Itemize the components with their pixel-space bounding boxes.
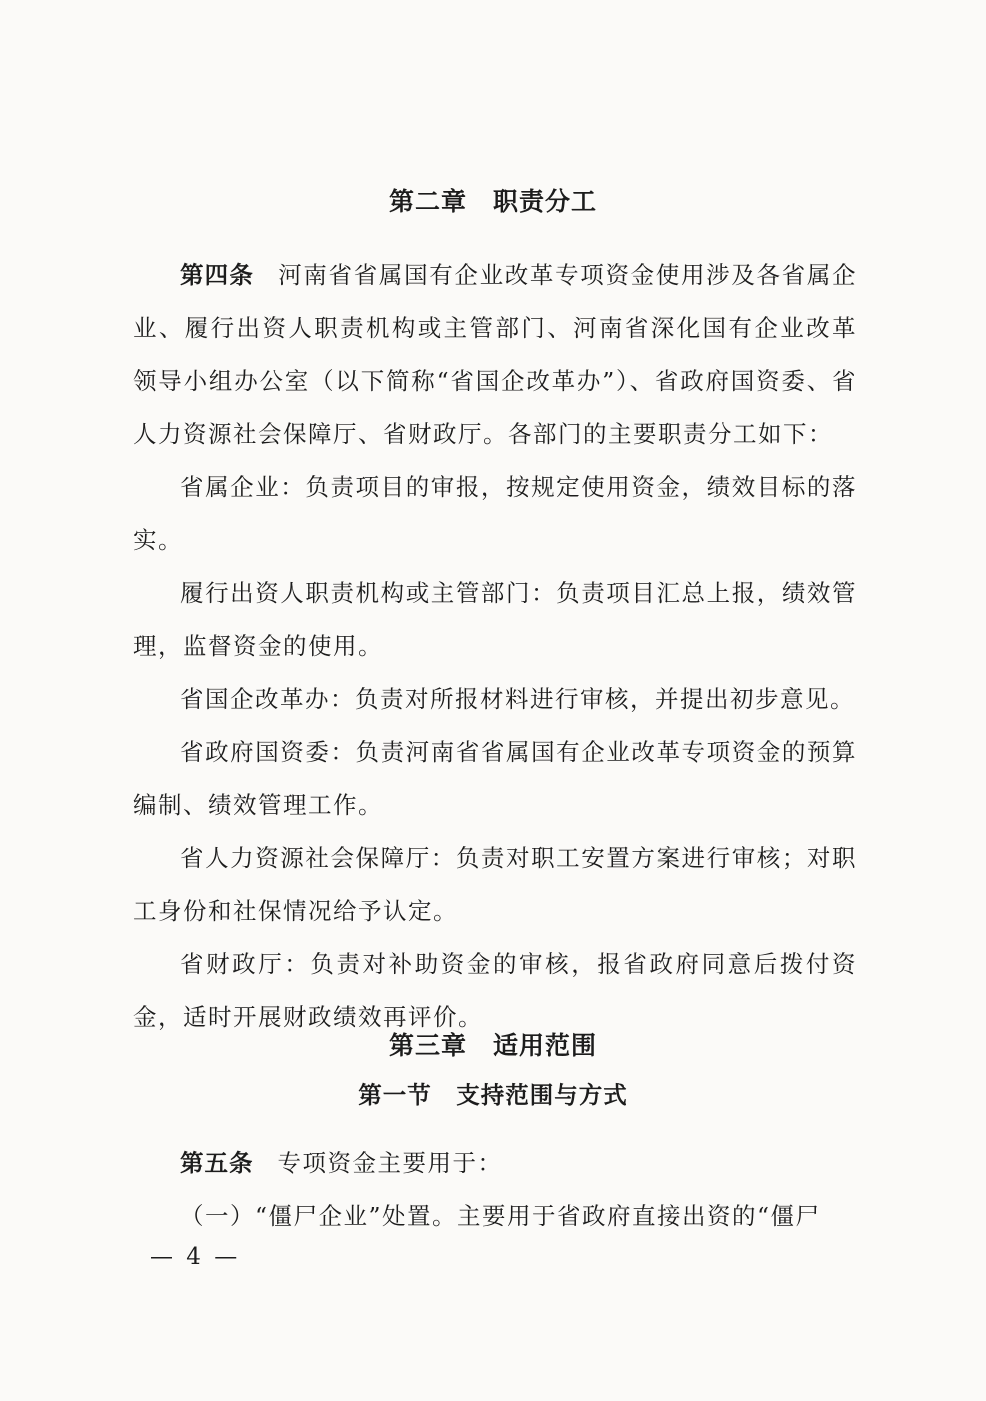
article-5-lead: 第五条	[180, 1149, 254, 1177]
article-5-text: 专项资金主要用于：	[277, 1149, 503, 1177]
duty-paragraph: 省属企业：负责项目的审报，按规定使用资金，绩效目标的落实。	[133, 473, 857, 554]
chapter2-body	[133, 249, 857, 1044]
article-4	[133, 249, 857, 461]
duty-paragraph: 省国企改革办：负责对所报材料进行审核，并提出初步意见。	[180, 685, 855, 713]
chapter3-body	[133, 1137, 857, 1243]
item-1: （一）“僵尸企业”处置。主要用于省政府直接出资的“僵尸	[180, 1202, 821, 1230]
duty-paragraph: 省人力资源社会保障厅：负责对职工安置方案进行审核；对职工身份和社保情况给予认定。	[133, 844, 857, 925]
section-heading: 第一节 支持范围与方式	[358, 1081, 628, 1109]
chapter-heading: 第二章 职责分工	[388, 187, 597, 216]
article-4-text: 河南省省属国有企业改革专项资金使用涉及各省属企业、履行出资人职责机构或主管部门、河南省深化国有企业改革领导小组办公室（以下简称“省国企改革办”）、省政府国资委、省人力资源社会保障厅、省财政厅。各部门的主要职责分工如下：	[133, 261, 858, 448]
article-4-lead: 第四条	[180, 261, 255, 289]
duty-paragraph: 省财政厅：负责对补助资金的审核，报省政府同意后拨付资金，适时开展财政绩效再评价。	[133, 950, 857, 1031]
duty-paragraph: 省政府国资委：负责河南省省属国有企业改革专项资金的预算编制、绩效管理工作。	[133, 738, 857, 819]
article-5	[133, 1137, 857, 1190]
duty-paragraph: 履行出资人职责机构或主管部门：负责项目汇总上报，绩效管理，监督资金的使用。	[133, 579, 857, 660]
chapter-heading: 第三章 适用范围	[388, 1031, 597, 1060]
page-number: — 4 —	[150, 1244, 241, 1270]
